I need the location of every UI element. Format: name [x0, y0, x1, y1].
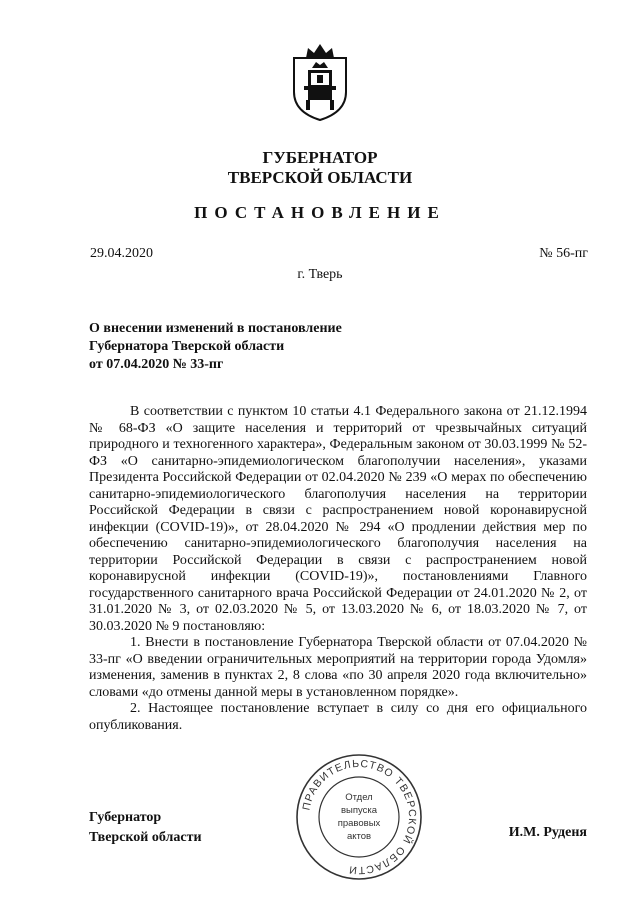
official-stamp [294, 752, 424, 882]
document-subject [89, 320, 342, 374]
stamp-center-line: выпуска [340, 805, 378, 816]
svg-text:ПРАВИТЕЛЬСТВО ТВЕРСКОЙ ОБЛАСТИ [300, 758, 418, 876]
subject-line: от 07.04.2020 № 33-пг [89, 357, 224, 372]
issuer-title-line1: ГУБЕРНАТОР [262, 148, 378, 167]
stamp-center-line: актов [346, 831, 372, 842]
subject-line: О внесении изменений в постановление [89, 321, 342, 336]
issuer-title-line2: ТВЕРСКОЙ ОБЛАСТИ [227, 168, 413, 187]
stamp-center-line: Отдел [345, 792, 373, 803]
document-number: № 56-пг [539, 246, 588, 261]
stamp-ring-text: ПРАВИТЕЛЬСТВО ТВЕРСКОЙ ОБЛАСТИ [300, 757, 419, 877]
stamp-center-line: правовых [337, 818, 381, 829]
coat-of-arms-icon [288, 42, 352, 122]
signatory-title [89, 808, 202, 848]
document-type: ПОСТАНОВЛЕНИЕ [194, 203, 446, 222]
document-city: г. Тверь [297, 267, 343, 282]
document-date: 29.04.2020 [90, 246, 153, 261]
preamble-paragraph: В соответствии с пунктом 10 статьи 4.1 Федерального закона от 21.12.1994 № 68-ФЗ «О защите населения и территорий от чрезвычайных ситуаций природного и техногенного характера», Федеральным законом от 30.03.1999 № 52-ФЗ «О санитарно-эпидемиологическом благополучии населения», указами Президента Российской Федерации от 02.04.2020 № 239 «О мерах по обеспечению санитарно-эпидемиологического благополучия населения на территории Российской Федерации в связи с распространением новой коронавирусной инфекции (COVID-19)», от 28.04.2020 № 294 «О продлении действия мер по обеспечению санитарно-эпидемиологического благополучия населения на территории Российской Федерации в связи с распространением новой коронавирусной инфекции (COVID-19)», постановлениями Главного государственного санитарного врача Российской Федерации от 24.01.2020 № 2, от 31.01.2020 № 3, от 02.03.2020 № 5, от 13.03.2020 № 6, от 18.03.2020 № 7, от 30.03.2020 № 9 постановляю: [89, 404, 587, 634]
signatory-title-line: Губернатор [89, 810, 162, 825]
document-body [89, 404, 587, 734]
signatory-title-line: Тверской области [89, 830, 202, 845]
item-2-paragraph: 2. Настоящее постановление вступает в силу со дня его официального опубликования. [89, 701, 587, 733]
item-1-paragraph: 1. Внести в постановление Губернатора Тверской области от 07.04.2020 № 33-пг «О введении ограничительных мероприятий на территории города Удомля» изменения, заменив в пунктах 2, 8 слова «по 30 апреля 2020 года включительно» словами «до отмены данной меры в установленном порядке». [89, 635, 587, 700]
signatory-name: И.М. Руденя [508, 825, 587, 840]
subject-line: Губернатора Тверской области [89, 339, 285, 354]
